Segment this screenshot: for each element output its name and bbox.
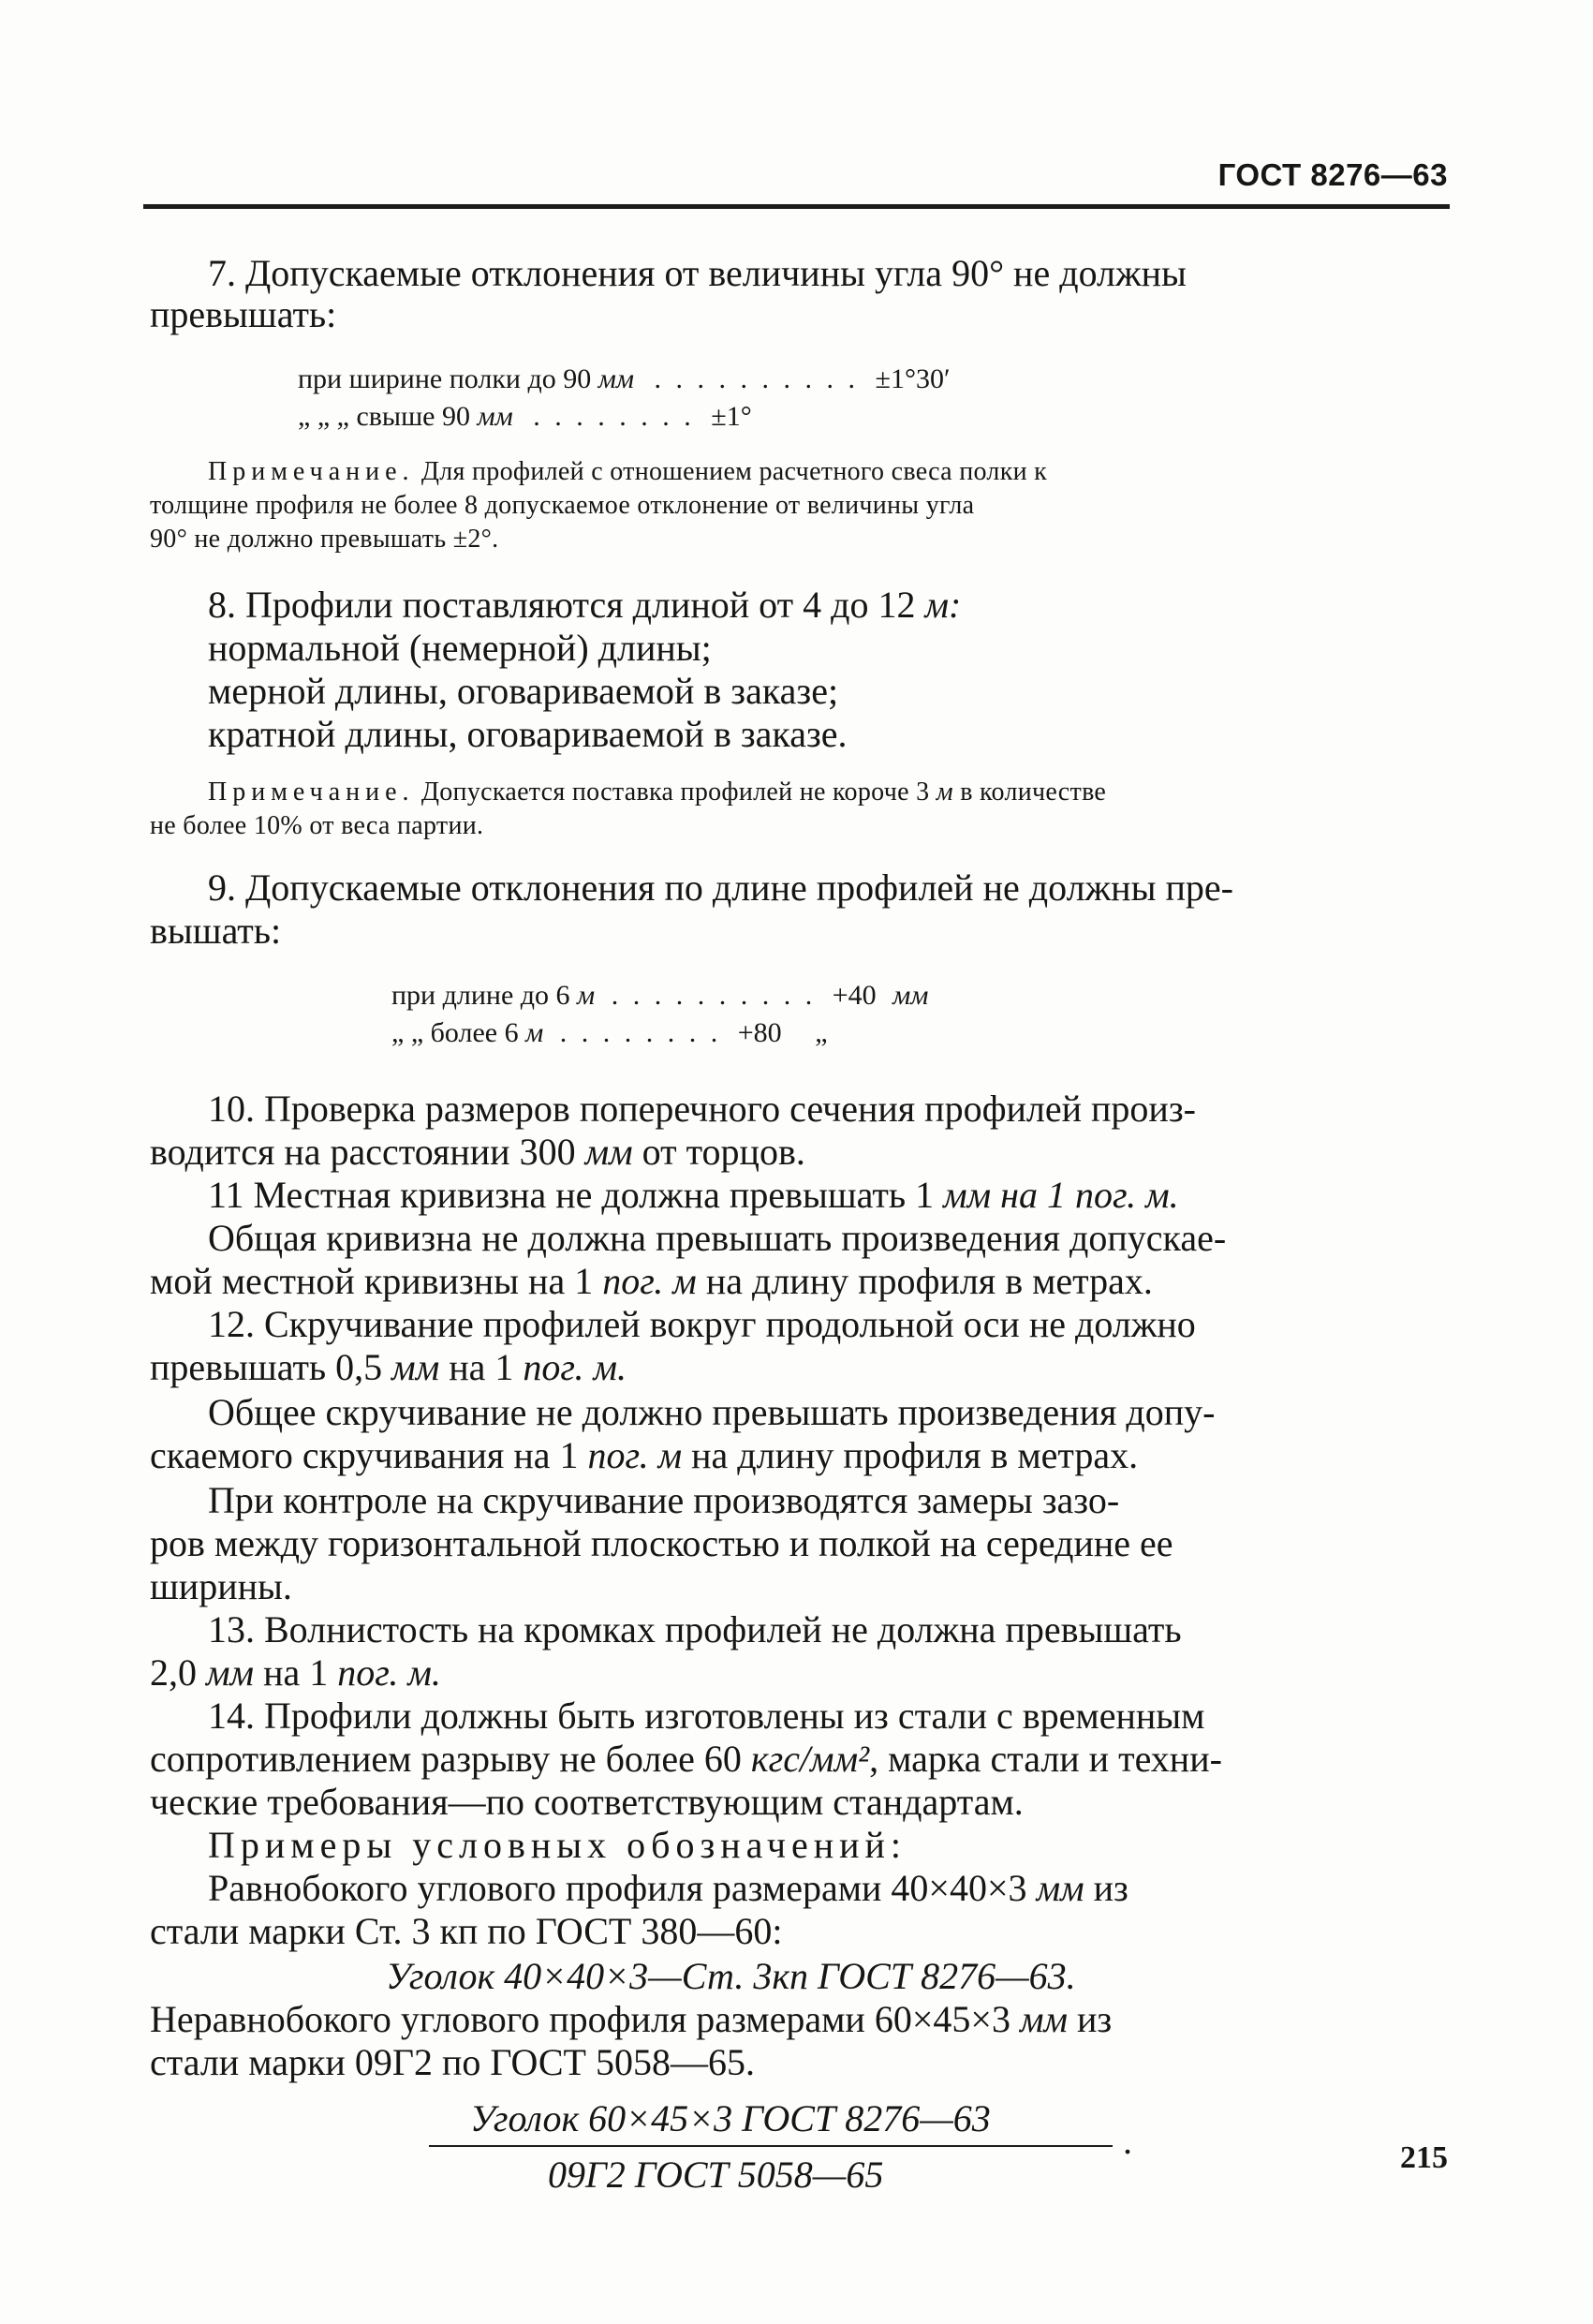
row-leader-dots: . . . . . . . . . . — [654, 363, 860, 394]
ex2-unit: мм — [1019, 1998, 1069, 2040]
example-2-formula-denominator: 09Г2 ГОСТ 5058—65 — [548, 2154, 884, 2196]
p12-unit: мм — [391, 1346, 440, 1388]
p13-text-2: на 1 — [254, 1651, 338, 1694]
row-label: „ „ более 6 — [391, 1017, 519, 1048]
p11-line-1 — [208, 1173, 1179, 1217]
p14-unit: кгс/мм² — [750, 1738, 870, 1780]
example-1-formula: Уголок 40×40×3—Ст. 3кп ГОСТ 8276—63. — [386, 1955, 1076, 1997]
row-value-unit: „ — [815, 1017, 828, 1048]
ex2-text: Неравнобокого углового профиля размерами 60×45×3 — [150, 1998, 1010, 2040]
row-unit: м — [577, 980, 596, 1011]
p10-text-2: от торцов. — [632, 1131, 805, 1173]
row-leader-dots: . . . . . . . . — [559, 1017, 722, 1048]
p12-text: превышать 0,5 — [150, 1346, 383, 1388]
row-label: при длине до 6 — [391, 980, 570, 1011]
row-unit: мм — [597, 363, 635, 394]
p10-line-2 — [150, 1130, 805, 1174]
row-value-unit: мм — [892, 980, 929, 1011]
p10-text: водится на расстоянии 300 — [150, 1131, 576, 1173]
p11-line-2: Общая кривизна не должна превышать произведения допускае- — [208, 1217, 1227, 1259]
p10-unit: мм — [584, 1131, 633, 1173]
p11-text: мой местной кривизны на 1 — [150, 1260, 594, 1302]
p12-text: скаемого скручивания на 1 — [150, 1434, 579, 1476]
p8-text: 8. Профили поставляются длиной от 4 до 12 — [208, 584, 916, 626]
tol-table-1-row-2 — [298, 401, 752, 433]
example-1-line-2: стали марки Ст. 3 кп по ГОСТ 380—60: — [150, 1910, 783, 1952]
p13-line-1: 13. Волнистость на кромках профилей не должна превышать — [208, 1608, 1182, 1650]
p8-line-2: нормальной (немерной) длины; — [208, 627, 712, 669]
examples-heading: Примеры условных обозначений: — [208, 1824, 907, 1866]
p8-unit: м: — [924, 584, 962, 626]
p12-line-2 — [150, 1345, 627, 1389]
p7-line-1: 7. Допускаемые отклонения от величины угла 90° не должны — [208, 252, 1187, 294]
row-value: ±1°30′ — [875, 363, 951, 394]
ex1-text: Равнобокого углового профиля размерами 40×40×3 — [208, 1867, 1027, 1909]
p12-line-6: ров между горизонтальной плоскостью и полкой на середине ее — [150, 1522, 1173, 1564]
row-leader-dots: . . . . . . . . — [533, 401, 695, 432]
p11-line-3 — [150, 1259, 1153, 1303]
row-value: +80 — [737, 1017, 782, 1048]
p13-unit-2: пог. м. — [337, 1651, 441, 1694]
row-label: „ „ „ свыше 90 — [298, 401, 470, 432]
p12-text-2: на 1 — [439, 1346, 524, 1388]
note-text: Для профилей с отношением расчетного свеса полки к — [414, 457, 1048, 486]
row-unit: мм — [477, 401, 513, 432]
note-head: Примечание. — [208, 777, 415, 807]
p13-text: 2,0 — [150, 1651, 197, 1694]
p11-unit: пог. м — [602, 1260, 697, 1302]
p10-line-1: 10. Проверка размеров поперечного сечения профилей произ- — [208, 1088, 1196, 1130]
p14-text-2: , марка стали и техни- — [869, 1738, 1222, 1780]
p12-line-5: При контроле на скручивание производятся замеры зазо- — [208, 1479, 1120, 1521]
p12-line-4 — [150, 1433, 1138, 1477]
row-label: при ширине полки до 90 — [298, 363, 592, 394]
header-rule — [143, 204, 1450, 209]
example-2-formula-dot: . — [1124, 2120, 1133, 2162]
note-unit: м — [936, 777, 953, 807]
p12-line-7: ширины. — [150, 1565, 292, 1607]
row-value: ±1° — [711, 401, 752, 432]
p14-text: сопротивлением разрыву не более 60 — [150, 1738, 742, 1780]
note-1-line-3: 90° не должно превышать ±2°. — [150, 525, 499, 554]
row-value: +40 — [832, 980, 877, 1011]
page-number: 215 — [1400, 2140, 1448, 2175]
p14-line-2 — [150, 1737, 1222, 1781]
example-2-formula-numerator: Уголок 60×45×3 ГОСТ 8276—63 — [470, 2097, 991, 2139]
note-1-line-1 — [208, 457, 1047, 487]
example-1-line-1 — [208, 1866, 1128, 1910]
p12-text-2: на длину профиля в метрах. — [682, 1434, 1139, 1476]
p13-unit: мм — [206, 1651, 255, 1694]
ex2-text-2: из — [1068, 1998, 1113, 2040]
note-2-line-2: не более 10% от веса партии. — [150, 811, 484, 840]
ex1-unit: мм — [1036, 1867, 1084, 1909]
p7-line-2: превышать: — [150, 293, 337, 335]
note-text: Допускается поставка профилей не короче 3 — [414, 777, 930, 807]
p8-line-4: кратной длины, оговариваемой в заказе. — [208, 713, 848, 755]
p12-line-1: 12. Скручивание профилей вокруг продольной оси не должно — [208, 1303, 1196, 1345]
page-header-doc-code: ГОСТ 8276—63 — [1217, 157, 1448, 192]
p8-line-1 — [208, 583, 961, 627]
p8-line-3: мерной длины, оговариваемой в заказе; — [208, 670, 839, 712]
p13-line-2 — [150, 1650, 441, 1695]
p12-line-3: Общее скручивание не должно превышать произведения допу- — [208, 1391, 1216, 1433]
p14-line-1: 14. Профили должны быть изготовлены из стали с временным — [208, 1695, 1205, 1737]
note-2-line-1 — [208, 777, 1106, 807]
note-text-2: в количестве — [952, 777, 1107, 807]
p9-line-1: 9. Допускаемые отклонения по длине профилей не должны пре- — [208, 866, 1233, 909]
p12-unit-2: пог. м. — [523, 1346, 627, 1388]
row-unit: м — [525, 1017, 544, 1048]
example-2-line-1 — [150, 1997, 1112, 2041]
ex1-text-2: из — [1084, 1867, 1128, 1909]
p12-unit: пог. м — [587, 1434, 683, 1476]
note-1-line-2: толщине профиля не более 8 допускаемое отклонение от величины угла — [150, 491, 975, 520]
p11-unit: мм на 1 пог. м. — [943, 1174, 1179, 1216]
tol-table-2-row-1 — [391, 980, 928, 1012]
note-head: Примечание. — [208, 457, 415, 486]
p9-line-2: вышать: — [150, 910, 282, 952]
row-leader-dots: . . . . . . . . . . — [611, 980, 817, 1011]
tol-table-2-row-2 — [391, 1017, 828, 1049]
p11-text: 11 Местная кривизна не должна превышать 1 — [208, 1174, 935, 1216]
example-2-line-2: стали марки 09Г2 по ГОСТ 5058—65. — [150, 2041, 755, 2083]
p11-text-2: на длину профиля в метрах. — [696, 1260, 1153, 1302]
p14-line-3: ческие требования—по соответствующим стандартам. — [150, 1781, 1024, 1823]
tol-table-1-row-1 — [298, 363, 951, 395]
fraction-bar — [429, 2145, 1113, 2147]
